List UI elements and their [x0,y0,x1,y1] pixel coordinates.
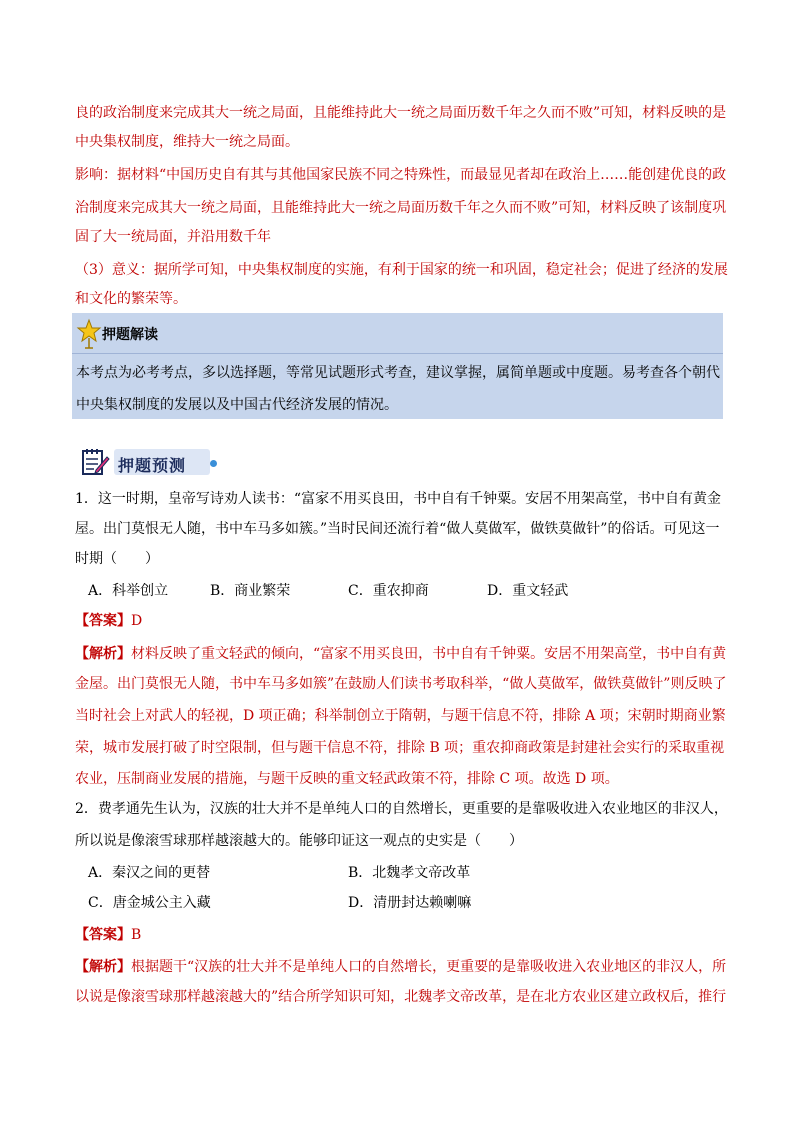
interpretation-line: 中央集权制度的发展以及中国古代经济发展的情况。 [76,397,398,413]
notepad-pencil-icon [80,447,110,481]
q1-stem-line: 屋。出门莫恨无人随，书中车马多如簇。”当时民间还流行着“做人莫做军，做铁莫做针”的俗话。可见这一 [75,521,720,537]
q1-option-a: A．科举创立 [88,583,169,599]
q2-option-d: D．清册封达赖喇嘛 [348,895,472,911]
prediction-heading [80,445,230,479]
q1-option-b: B．商业繁荣 [210,583,291,599]
continuation-line: 和文化的繁荣等。 [75,291,187,307]
q2-option-b: B．北魏孝文帝改革 [348,865,471,881]
q1-stem-line: 1．这一时期，皇帝写诗劝人读书：“富家不用买良田，书中自有千钟粟。安居不用架高堂，书中自有黄金 [75,491,722,507]
dot-icon [210,460,217,467]
star-icon [76,318,102,350]
interpretation-box [72,313,723,419]
q1-analysis-line: 当时社会上对武人的轻视，D 项正确；科举制创立于隋朝，与题干信息不符，排除 A 项；宋朝时期商业繁 [75,708,726,724]
q2-analysis-line: 【解析】根据题干“汉族的壮大并不是单纯人口的自然增长，更重要的是靠吸收进入农业地区的非汉人，所 [75,959,727,975]
q1-answer [75,612,142,630]
q2-option-a: A．秦汉之间的更替 [88,865,211,881]
interpretation-line: 本考点为必考考点，多以选择题，等常见试题形式考查，建议掌握，属简单题或中度题。易考查各个朝代 [76,365,720,381]
analysis-tag: 【解析】 [75,646,131,662]
continuation-line: （3）意义：据所学可知，中央集权制度的实施，有利于国家的统一和巩固，稳定社会；促进了经济的发展 [75,262,728,278]
q1-analysis-line: 荣，城市发展打破了时空限制，但与题干信息不符，排除 B 项；重农抑商政策是封建社会实行的采取重视 [75,740,725,756]
continuation-line: 良的政治制度来完成其大一统之局面，且能维持此大一统之局面历数千年之久而不败”可知，材料反映的是 [75,105,727,121]
answer-tag: 【答案】 [75,927,131,943]
answer-tag: 【答案】 [75,613,131,629]
q1-analysis-line: 农业，压制商业发展的措施，与题干反映的重文轻武政策不符，排除 C 项。故选 D 项。 [75,771,619,787]
continuation-line: 治制度来完成其大一统之局面，且能维持此大一统之局面历数千年之久而不败”可知，材料反映了该制度巩 [75,200,727,216]
continuation-line: 中央集权制度，维持大一统之局面。 [75,134,299,150]
q2-option-c: C．唐金城公主入藏 [88,895,211,911]
interpretation-title: 押题解读 [102,327,158,343]
answer-value: D [131,613,143,629]
q2-stem-line: 2．费孝通先生认为，汉族的壮大并不是单纯人口的自然增长，更重要的是靠吸收进入农业地区的非汉人， [75,801,728,817]
q1-option-c: C．重农抑商 [348,583,429,599]
q1-option-d: D．重文轻武 [487,583,569,599]
q1-stem-line: 时期（ ） [75,551,159,567]
q1-analysis-line: 金屋。出门莫恨无人随，书中车马多如簇”在鼓励人们读书考取科举，“做人莫做军，做铁莫做针”则反映了 [75,676,727,692]
q2-answer [75,926,141,944]
q2-stem-line: 所以说是像滚雪球那样越滚越大的。能够印证这一观点的史实是（ ） [75,833,523,849]
continuation-line: 影响：据材料“中国历史自有其与其他国家民族不同之特殊性，而最显见者却在政治上……能创建优良的政 [75,167,727,183]
prediction-title: 押题预测 [118,456,187,475]
q1-analysis-line: 【解析】材料反映了重文轻武的倾向，“富家不用买良田，书中自有千钟粟。安居不用架高堂，书中自有黄 [75,646,727,662]
q2-analysis-line: 以说是像滚雪球那样越滚越大的”结合所学知识可知，北魏孝文帝改革，是在北方农业区建立政权后，推行 [75,989,727,1005]
continuation-line: 固了大一统局面，并沿用数千年 [75,229,271,245]
analysis-tag: 【解析】 [75,959,131,975]
interpretation-header [72,313,723,354]
answer-value: B [131,927,142,943]
